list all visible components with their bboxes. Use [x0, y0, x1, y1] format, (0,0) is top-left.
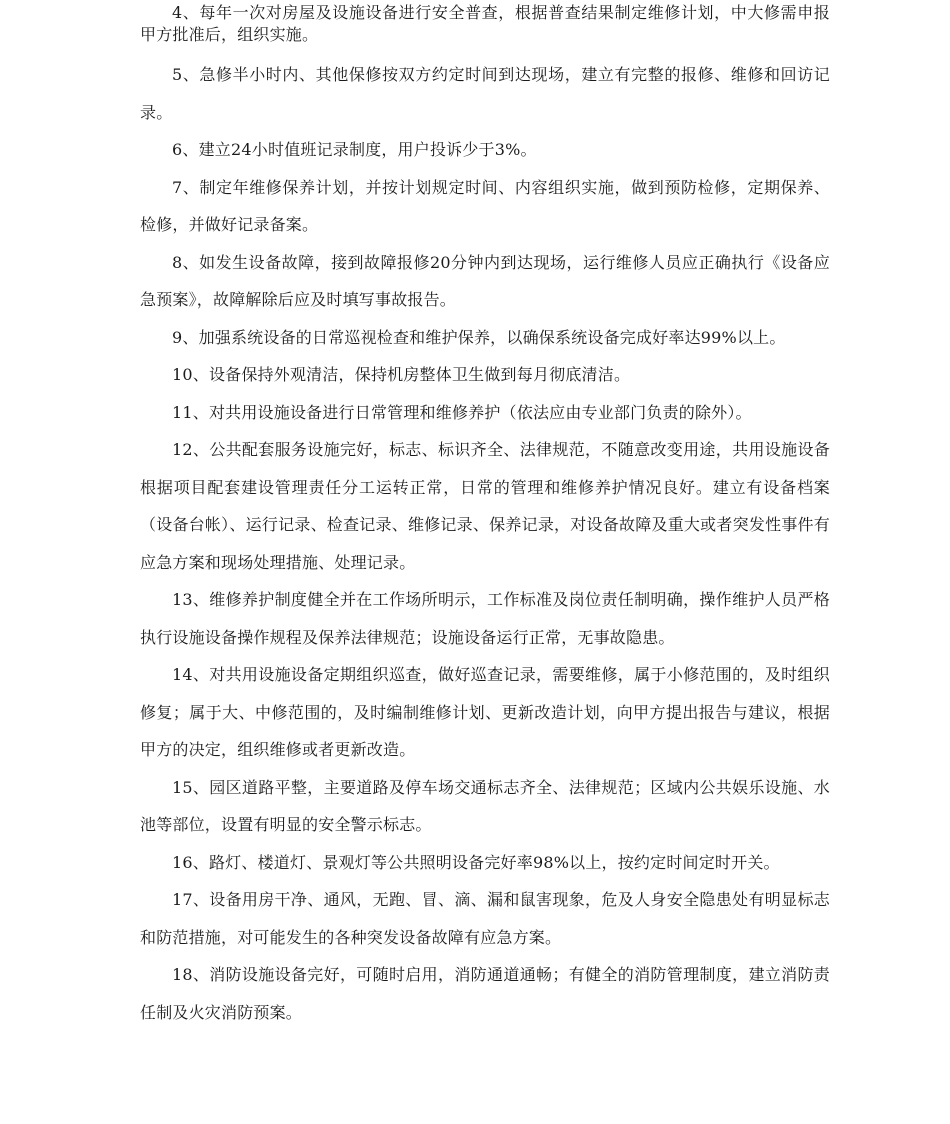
paragraph-item-8: 8、如发生设备故障，接到故障报修20分钟内到达现场，运行维修人员应正确执行《设备应急预案》，故障解除后应及时填写事故报告。: [140, 252, 830, 309]
document-page: [140, 0, 830, 1031]
paragraph-item-16: 16、路灯、楼道灯、景观灯等公共照明设备完好率98%以上，按约定时间定时开关。: [172, 852, 780, 872]
paragraph-item-12: 12、公共配套服务设施完好，标志、标识齐全、法律规范，不随意改变用途，共用设施设备根据项目配套建设管理责任分工运转正常，日常的管理和维修养护情况良好。建立有设备档案（设备台帐）、运行记录、检查记录、维修记录、保养记录，对设备故障及重大或者突发性事件有应急方案和现场处理措施、处理记录。: [140, 440, 830, 572]
paragraph-item-11: 11、对共用设施设备进行日常管理和维修养护（依法应由专业部门负责的除外）。: [172, 402, 752, 422]
paragraph-item-7: 7、制定年维修保养计划，并按计划规定时间、内容组织实施，做到预防检修，定期保养、检修，并做好记录备案。: [140, 177, 830, 234]
paragraph-item-4: 4、每年一次对房屋及设施设备进行安全普查，根据普查结果制定维修计划，中大修需申报甲方批准后，组织实施。: [140, 3, 830, 44]
paragraph-item-10: 10、设备保持外观清洁，保持机房整体卫生做到每月彻底清洁。: [172, 365, 631, 384]
paragraph-item-9: 9、加强系统设备的日常巡视检查和维护保养，以确保系统设备完成好率达99%以上。: [172, 327, 786, 347]
paragraph-item-13: 13、维修养护制度健全并在工作场所明示，工作标准及岗位责任制明确，操作维护人员严格执行设施设备操作规程及保养法律规范；设施设备运行正常，无事故隐患。: [140, 590, 830, 647]
paragraph-item-17: 17、设备用房干净、通风，无跑、冒、滴、漏和鼠害现象，危及人身安全隐患处有明显标志和防范措施，对可能发生的各种突发设备故障有应急方案。: [140, 890, 830, 947]
paragraph-item-5: 5、急修半小时内、其他保修按双方约定时间到达现场，建立有完整的报修、维修和回访记录。: [140, 65, 830, 122]
paragraph-item-14: 14、对共用设施设备定期组织巡查，做好巡查记录，需要维修，属于小修范围的，及时组织修复；属于大、中修范围的，及时编制维修计划、更新改造计划，向甲方提出报告与建议，根据甲方的决定，组织维修或者更新改造。: [140, 665, 830, 759]
paragraph-item-18: 18、消防设施设备完好，可随时启用，消防通道通畅；有健全的消防管理制度，建立消防责任制及火灾消防预案。: [140, 965, 830, 1022]
paragraph-item-15: 15、园区道路平整，主要道路及停车场交通标志齐全、法律规范；区域内公共娱乐设施、水池等部位，设置有明显的安全警示标志。: [140, 777, 830, 834]
paragraph-item-6: 6、建立24小时值班记录制度，用户投诉少于3%。: [172, 140, 537, 159]
